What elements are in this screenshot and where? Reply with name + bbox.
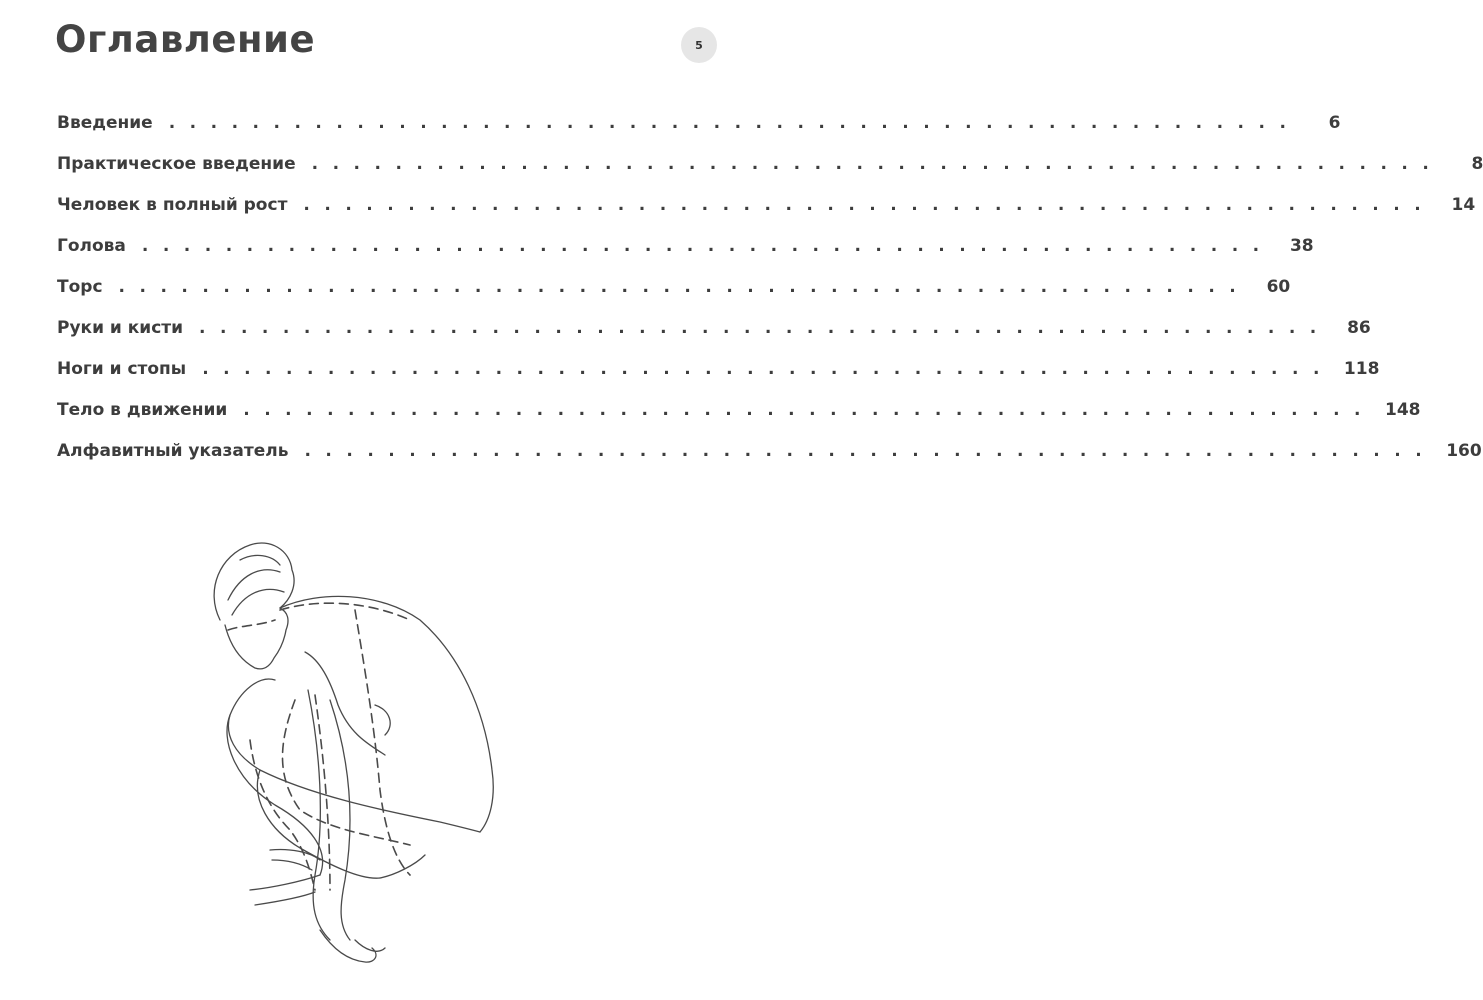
chest-outline (375, 705, 390, 735)
toc-entry-label: Голова (57, 236, 126, 256)
page-number-badge: 5 (681, 27, 717, 63)
toc-entry-page: 38 (1289, 236, 1314, 256)
toc-entry-label: Практическое введение (57, 154, 296, 174)
toc-entry-label: Человек в полный рост (57, 195, 288, 215)
toc-dot-leader: ...................................................... (168, 113, 1301, 133)
toc-entry-alphabetical-index[interactable] (57, 441, 1482, 482)
toc-entry-label: Руки и кисти (57, 318, 184, 338)
guide-line-shoulders (280, 603, 410, 620)
toc-entry-torso[interactable] (57, 277, 1291, 318)
toc-dot-leader: ...................................................... (118, 277, 1251, 297)
toc-entry-introduction[interactable] (57, 113, 1341, 154)
guide-line-head (228, 620, 275, 630)
toc-entry-full-figure[interactable] (57, 195, 1476, 236)
lower-leg (257, 770, 380, 878)
toc-dot-leader: ...................................................... (202, 359, 1334, 379)
toc-entry-page: 6 (1328, 113, 1341, 133)
toc-entry-page: 160 (1446, 441, 1482, 461)
toc-entry-body-in-motion[interactable] (57, 400, 1421, 441)
toc-dot-leader: ...................................................... (303, 195, 1436, 215)
hand-outline (320, 930, 385, 962)
hair-lines (228, 555, 284, 615)
thigh-outline (228, 679, 480, 832)
toc-dot-leader: ...................................................... (141, 236, 1274, 256)
face-outline (225, 608, 288, 669)
arm-outline (330, 700, 350, 940)
torso-front (305, 652, 385, 755)
foot-outline (250, 875, 320, 905)
toc-entry-page: 86 (1347, 318, 1371, 338)
toc-entry-label: Торс (57, 277, 103, 297)
front-leg (227, 715, 323, 875)
toc-entry-arms-and-hands[interactable] (57, 318, 1371, 359)
toc-entry-page: 148 (1385, 400, 1421, 420)
toc-entry-label: Тело в движении (57, 400, 228, 420)
toc-entry-label: Введение (57, 113, 153, 133)
toc-entry-head[interactable] (57, 236, 1314, 277)
toc-entry-page: 14 (1451, 195, 1476, 215)
guide-line-spine (355, 610, 410, 875)
toc-entry-page: 8 (1471, 154, 1483, 174)
toc-dot-leader: ...................................................... (311, 154, 1444, 174)
toc-dot-leader: ...................................................... (304, 441, 1437, 461)
toc-entry-label: Алфавитный указатель (57, 441, 289, 461)
left-hand (270, 849, 320, 870)
toc-entry-page: 118 (1343, 359, 1380, 379)
table-of-contents (57, 113, 1483, 482)
crouching-figure-illustration (180, 530, 540, 970)
toc-entry-label: Ноги и стопы (57, 359, 187, 379)
toc-dot-leader: ...................................................... (243, 400, 1375, 420)
toc-dot-leader: ...................................................... (199, 318, 1331, 338)
toc-entry-practical-introduction[interactable] (57, 154, 1483, 195)
page-title: Оглавление (55, 18, 316, 61)
toc-entry-legs-and-feet[interactable] (57, 359, 1380, 400)
toc-entry-page: 60 (1266, 277, 1291, 297)
